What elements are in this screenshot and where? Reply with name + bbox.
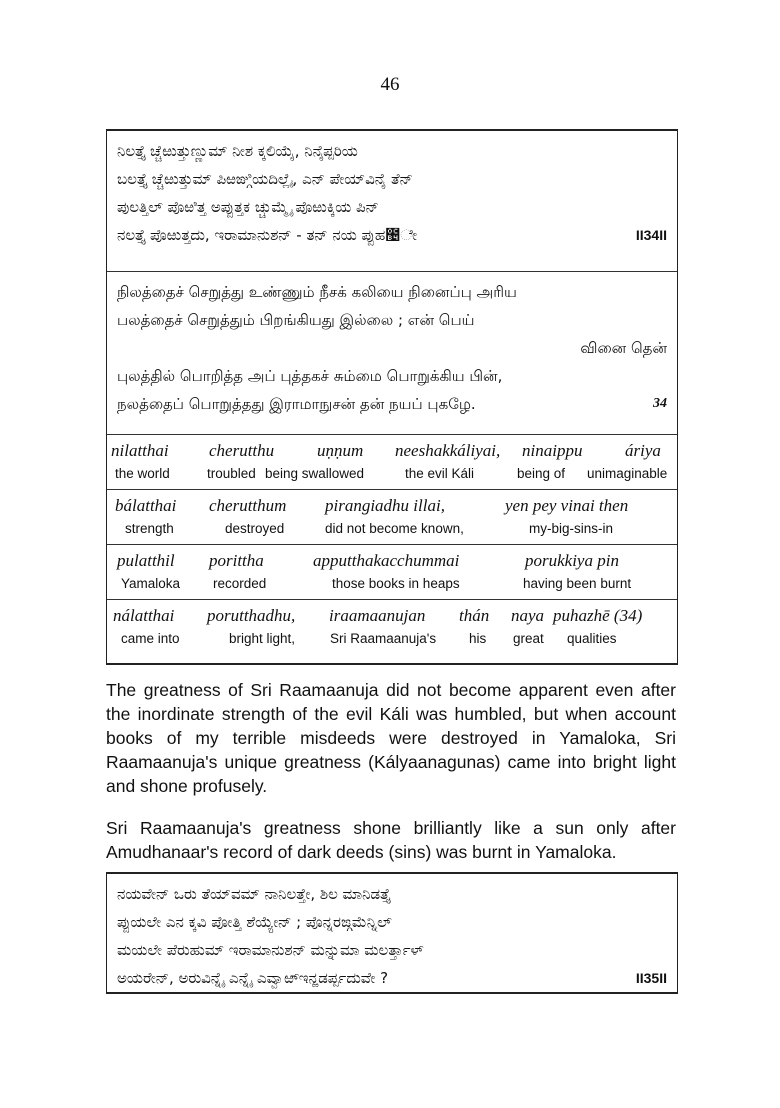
verse-line: பலத்தைச் செறுத்தும் பிறங்கியது இல்லை ; என் பெய் <box>117 311 475 329</box>
translit-word: cherutthu <box>209 441 275 460</box>
page-number: 46 <box>380 74 400 95</box>
translit-word: thán <box>459 606 490 625</box>
verse-line: ಅಯರೇನ್, ಅರುವಿನ್ನೈ ಎನ್ನೈ ಎವ್ವಾಱ್‌ಇನ್ಱಡರ್ಪ್ಪದುವೇ ? <box>117 969 389 987</box>
gloss-word: being swallowed <box>265 466 365 481</box>
verse-34-tamil <box>107 272 677 434</box>
gloss-word: the evil Káli <box>405 466 475 481</box>
translit-word: ninaippu <box>522 441 583 460</box>
translit-word: yen pey vinai then <box>505 496 629 515</box>
gloss-word: bright light, <box>229 631 296 646</box>
verse-number: 34 <box>653 396 667 411</box>
verse-line: நிலத்தைச் செறுத்து உண்ணும் நீசக் கலியை நினைப்பு அரிய <box>117 283 517 301</box>
gloss-word: the world <box>115 466 170 481</box>
translit-word: nálatthai <box>113 606 175 625</box>
gloss-word: did not become known, <box>325 521 464 536</box>
translit-word: uṇṇum <box>317 441 364 460</box>
verse-line: நலத்தைப் பொறுத்தது இராமாநுசன் தன் நயப் புகழே. <box>117 395 476 413</box>
gloss-word: qualities <box>567 631 617 646</box>
verse-35-kannada <box>107 874 677 992</box>
verse-35-box <box>106 872 678 994</box>
verse-number: II34II <box>635 227 667 243</box>
verse-number: II35II <box>635 970 667 986</box>
gloss-word: destroyed <box>225 521 285 536</box>
gloss-word: those books in heaps <box>332 576 460 591</box>
verse-line: ನಿಲತ್ತೈ ಚ್ಚೆಱುತ್ತುಣ್ಣುಮ್ ನೀಶ ಕ್ಕಲಿಯೈ, ನಿನೈಪ್ಪರಿಯ <box>117 142 358 160</box>
translit-word: pirangiadhu illai, <box>325 496 445 515</box>
translit-word: bálatthai <box>115 496 177 515</box>
translit-word: cherutthum <box>209 496 287 515</box>
gloss-word: having been burnt <box>523 576 632 591</box>
gloss-word: his <box>469 631 487 646</box>
gloss-word: Yamaloka <box>121 576 181 591</box>
translit-word: pulatthil <box>117 551 175 570</box>
gloss-word: Sri Raamaanuja's <box>330 631 437 646</box>
verse-line: ಮಯಲೇ ಪೆರುಹುಮ್ ಇರಾಮಾನುಶನ್ ಮನ್ನುಮಾ ಮಲರ್ತ್ತಾಳ್ <box>117 941 424 959</box>
verse-34-box <box>106 129 678 665</box>
gloss-word: came into <box>121 631 180 646</box>
verse-line: புலத்தில் பொறித்த அப் புத்தகச் சும்மை பொறுக்கிய பின், <box>117 367 503 385</box>
verse-line: வினை தென் <box>580 339 667 357</box>
translit-word: puhazhē (34) <box>553 606 643 625</box>
commentary-paragraph: The greatness of Sri Raamaanuja did not become apparent even after the inordinate strength of the evil Káli was humbled, but when account books of my terrible misdeeds were destroyed in Yamaloka, Sri Raamaanuja's unique greatness (Kályaanagunas) came into bright light and shone profusely. <box>106 680 676 796</box>
translit-word: porukkiya pin <box>525 551 619 570</box>
gloss-word: great <box>513 631 544 646</box>
gloss-row <box>107 434 677 489</box>
gloss-word: troubled <box>207 466 256 481</box>
verse-line: ಪುಲತ್ತಿಲ್ ಪೊಱಿತ್ತ ಅಪ್ಪುತ್ತಕ ಚ್ಚುಮ್ಮೈ ಪೊಱುಕ್ಕಿಯ ಪಿನ್ <box>117 198 379 216</box>
translit-word: neeshakkáliyai, <box>395 441 501 460</box>
gloss-word: recorded <box>213 576 267 591</box>
verse-line: ಬಲತ್ತೈ ಚ್ಚೆಱುತ್ತುಮ್ ಪಿಱಙ್ಗಿಯದಿಲ್ಲೈ, ಎನ್ ಪೇಯ್‌ವಿನೈ ತೆನ್ <box>117 170 413 188</box>
gloss-row <box>107 489 677 544</box>
translit-word: porutthadhu, <box>207 606 296 625</box>
gloss-word: being of <box>517 466 566 481</box>
translit-word: áriya <box>625 441 661 460</box>
verse-line: ನಯವೇನ್ ಒರು ತೆಯ್‌ವಮ್ ನಾನಿಲತ್ತೇ, ಶಿಲ ಮಾನಿಡತ್ತೈ <box>117 885 391 903</box>
translit-word: apputthakacchummai <box>313 551 460 570</box>
commentary-paragraph: Sri Raamaanuja's greatness shone brilliantly like a sun only after Amudhanaar's record of dark deeds (sins) was burnt in Yamaloka. <box>106 818 676 862</box>
gloss-word: strength <box>125 521 174 536</box>
verse-34-kannada <box>107 131 677 271</box>
translit-word: nilatthai <box>111 441 169 460</box>
gloss-row <box>107 544 677 599</box>
gloss-word: unimaginable <box>587 466 668 481</box>
verse-line: ನಲತ್ತೈ ಪೊಱುತ್ತದು, ಇರಾಮಾನುಶನ್ - ತನ್ ನಯ ಪ್ಪುಹ಴ೇ <box>117 226 418 244</box>
gloss-word: my-big-sins-in <box>529 521 614 536</box>
translit-word: porittha <box>209 551 264 570</box>
gloss-row <box>107 599 677 654</box>
verse-line: ಪ್ಪುಯಲೇ ಎನ ಕ್ಕವಿ ಪೋತ್ತಿ ಶೆಯ್ಯೇನ್ ; ಪೊನ್ನರಙ್ಗಮೆನ್ನಿಲ್ <box>117 913 392 931</box>
translit-word: iraamaanujan <box>329 606 426 625</box>
translit-word: naya <box>511 606 545 625</box>
